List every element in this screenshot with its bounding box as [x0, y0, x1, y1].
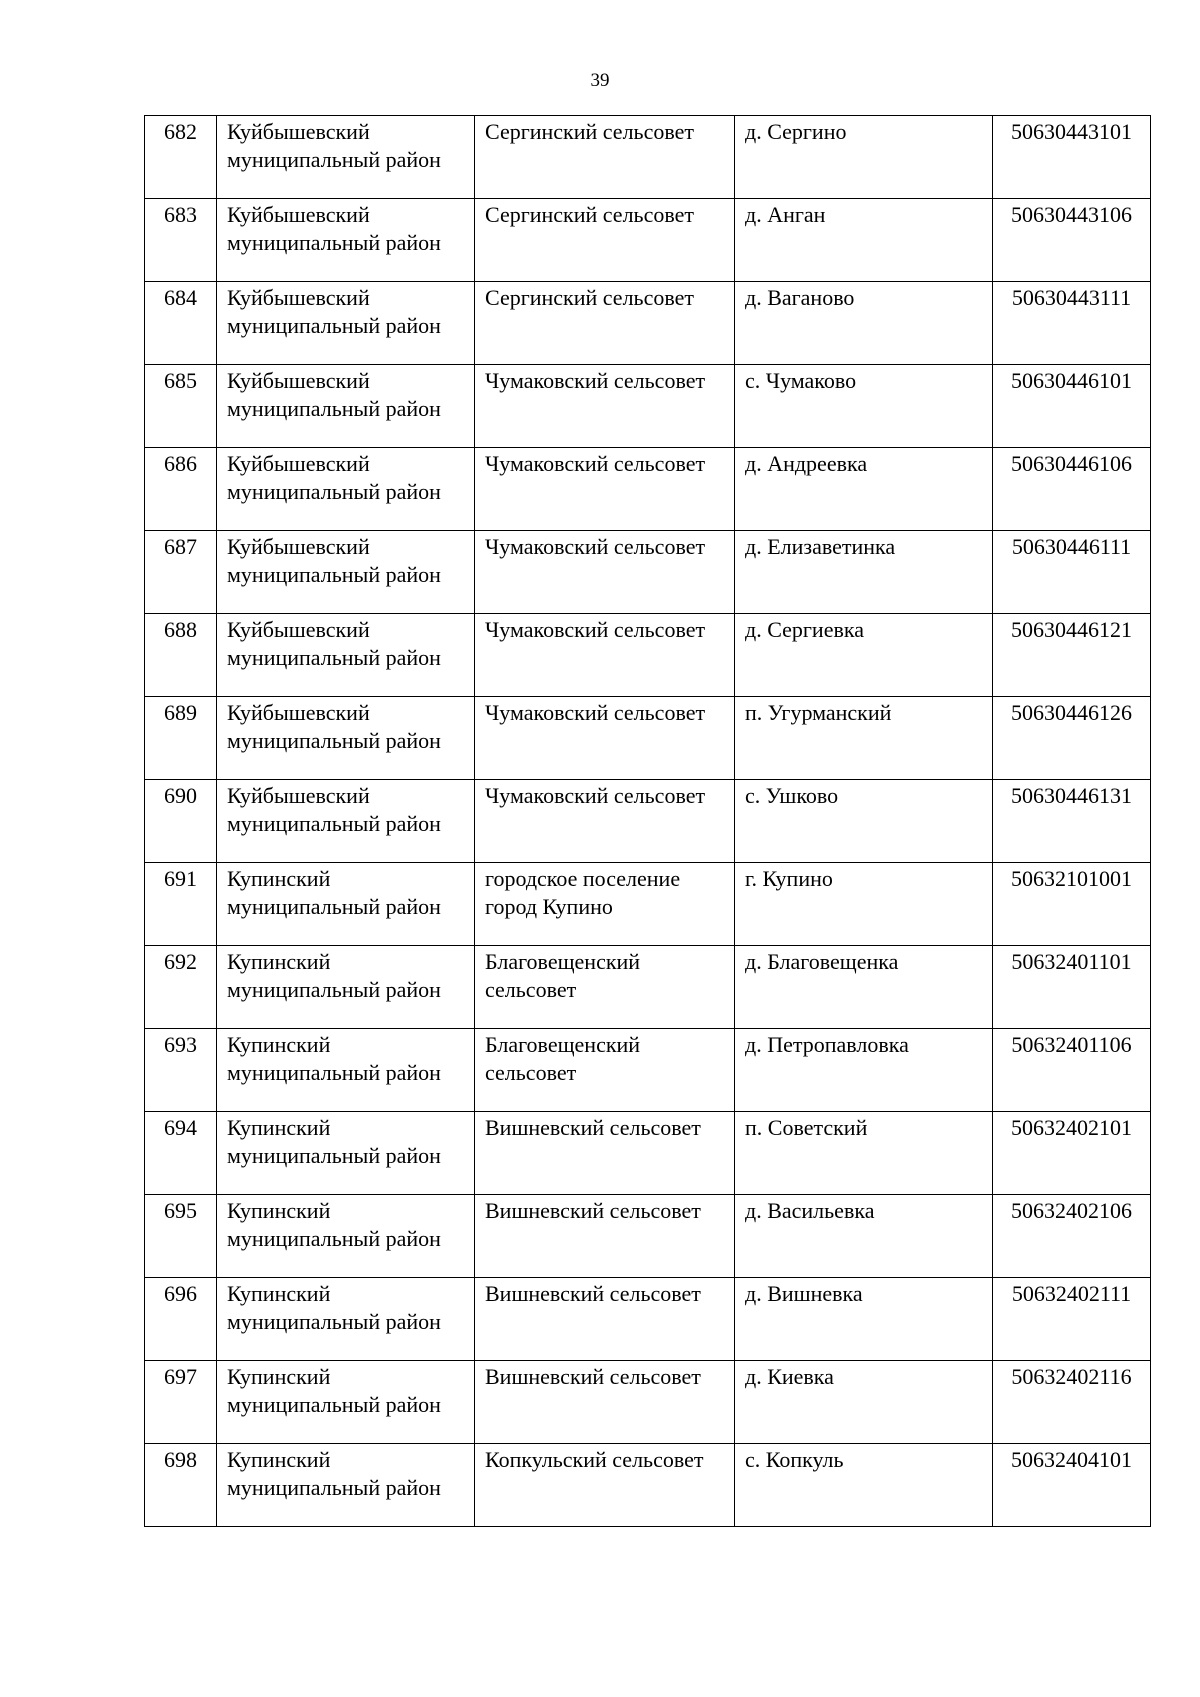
locality-cell: с. Чумаково — [735, 365, 993, 448]
settlement-cell: Вишневский сельсовет — [475, 1278, 735, 1361]
oktmo-code-cell: 50632402116 — [993, 1361, 1151, 1444]
district-cell: Куйбышевский муниципальный район — [217, 448, 475, 531]
district-cell: Куйбышевский муниципальный район — [217, 282, 475, 365]
oktmo-code-cell: 50630446126 — [993, 697, 1151, 780]
settlement-cell: Чумаковский сельсовет — [475, 697, 735, 780]
district-cell: Куйбышевский муниципальный район — [217, 780, 475, 863]
oktmo-code-cell: 50632402111 — [993, 1278, 1151, 1361]
locality-cell: д. Андреевка — [735, 448, 993, 531]
locality-cell: д. Киевка — [735, 1361, 993, 1444]
table-body — [145, 116, 1151, 1527]
district-cell: Куйбышевский муниципальный район — [217, 199, 475, 282]
oktmo-code-cell: 50632402106 — [993, 1195, 1151, 1278]
row-number-cell: 686 — [145, 448, 217, 531]
table-row — [145, 531, 1151, 614]
row-number-cell: 694 — [145, 1112, 217, 1195]
locality-cell: д. Ваганово — [735, 282, 993, 365]
table-row — [145, 1278, 1151, 1361]
oktmo-code-cell: 50630446121 — [993, 614, 1151, 697]
district-cell: Куйбышевский муниципальный район — [217, 697, 475, 780]
district-cell: Купинский муниципальный район — [217, 1361, 475, 1444]
table-row — [145, 1361, 1151, 1444]
district-cell: Купинский муниципальный район — [217, 1444, 475, 1527]
settlement-cell: Вишневский сельсовет — [475, 1112, 735, 1195]
locality-cell: с. Копкуль — [735, 1444, 993, 1527]
settlement-cell: Вишневский сельсовет — [475, 1195, 735, 1278]
row-number-cell: 684 — [145, 282, 217, 365]
table-row — [145, 1444, 1151, 1527]
district-cell: Купинский муниципальный район — [217, 1278, 475, 1361]
oktmo-code-cell: 50632101001 — [993, 863, 1151, 946]
row-number-cell: 691 — [145, 863, 217, 946]
oktmo-code-cell: 50630446106 — [993, 448, 1151, 531]
table-row — [145, 1029, 1151, 1112]
row-number-cell: 695 — [145, 1195, 217, 1278]
table-row — [145, 780, 1151, 863]
district-cell: Купинский муниципальный район — [217, 946, 475, 1029]
locality-cell: п. Угурманский — [735, 697, 993, 780]
row-number-cell: 696 — [145, 1278, 217, 1361]
oktmo-code-cell: 50630443101 — [993, 116, 1151, 199]
locality-cell: д. Сергино — [735, 116, 993, 199]
table-row — [145, 448, 1151, 531]
district-cell: Куйбышевский муниципальный район — [217, 116, 475, 199]
locality-cell: п. Советский — [735, 1112, 993, 1195]
oktmo-code-cell: 50632401101 — [993, 946, 1151, 1029]
locality-cell: г. Купино — [735, 863, 993, 946]
table-row — [145, 697, 1151, 780]
row-number-cell: 693 — [145, 1029, 217, 1112]
oktmo-code-cell: 50632402101 — [993, 1112, 1151, 1195]
settlement-cell: Чумаковский сельсовет — [475, 448, 735, 531]
row-number-cell: 698 — [145, 1444, 217, 1527]
oktmo-code-cell: 50630443106 — [993, 199, 1151, 282]
row-number-cell: 685 — [145, 365, 217, 448]
district-cell: Купинский муниципальный район — [217, 1112, 475, 1195]
locality-cell: д. Елизаветинка — [735, 531, 993, 614]
district-cell: Куйбышевский муниципальный район — [217, 365, 475, 448]
locality-cell: д. Благовещенка — [735, 946, 993, 1029]
settlement-cell: Чумаковский сельсовет — [475, 780, 735, 863]
oktmo-code-cell: 50630446131 — [993, 780, 1151, 863]
district-cell: Купинский муниципальный район — [217, 1029, 475, 1112]
settlement-cell: Чумаковский сельсовет — [475, 365, 735, 448]
row-number-cell: 697 — [145, 1361, 217, 1444]
locality-cell: д. Анган — [735, 199, 993, 282]
settlement-cell: городское поселение город Купино — [475, 863, 735, 946]
locality-cell: д. Петропавловка — [735, 1029, 993, 1112]
district-cell: Куйбышевский муниципальный район — [217, 531, 475, 614]
table-row — [145, 199, 1151, 282]
settlement-cell: Сергинский сельсовет — [475, 116, 735, 199]
settlement-cell: Сергинский сельсовет — [475, 282, 735, 365]
oktmo-code-cell: 50630446111 — [993, 531, 1151, 614]
row-number-cell: 689 — [145, 697, 217, 780]
page-number: 39 — [590, 70, 610, 91]
locality-cell: с. Ушково — [735, 780, 993, 863]
locality-cell: д. Васильевка — [735, 1195, 993, 1278]
settlement-cell: Вишневский сельсовет — [475, 1361, 735, 1444]
row-number-cell: 687 — [145, 531, 217, 614]
row-number-cell: 688 — [145, 614, 217, 697]
oktmo-code-cell: 50630446101 — [993, 365, 1151, 448]
settlement-cell: Благовещенский сельсовет — [475, 1029, 735, 1112]
settlement-cell: Сергинский сельсовет — [475, 199, 735, 282]
oktmo-code-cell: 50632404101 — [993, 1444, 1151, 1527]
settlement-cell: Чумаковский сельсовет — [475, 531, 735, 614]
oktmo-code-cell: 50630443111 — [993, 282, 1151, 365]
settlement-cell: Копкульский сельсовет — [475, 1444, 735, 1527]
district-cell: Купинский муниципальный район — [217, 1195, 475, 1278]
locality-cell: д. Вишневка — [735, 1278, 993, 1361]
oktmo-code-cell: 50632401106 — [993, 1029, 1151, 1112]
settlement-cell: Чумаковский сельсовет — [475, 614, 735, 697]
district-cell: Купинский муниципальный район — [217, 863, 475, 946]
row-number-cell: 683 — [145, 199, 217, 282]
district-cell: Куйбышевский муниципальный район — [217, 614, 475, 697]
row-number-cell: 682 — [145, 116, 217, 199]
settlements-table — [144, 115, 1151, 1527]
row-number-cell: 692 — [145, 946, 217, 1029]
table-row — [145, 282, 1151, 365]
row-number-cell: 690 — [145, 780, 217, 863]
table-row — [145, 365, 1151, 448]
table-row — [145, 116, 1151, 199]
table-row — [145, 1195, 1151, 1278]
table-row — [145, 614, 1151, 697]
settlement-cell: Благовещенский сельсовет — [475, 946, 735, 1029]
table-row — [145, 946, 1151, 1029]
table-row — [145, 1112, 1151, 1195]
table-row — [145, 863, 1151, 946]
locality-cell: д. Сергиевка — [735, 614, 993, 697]
